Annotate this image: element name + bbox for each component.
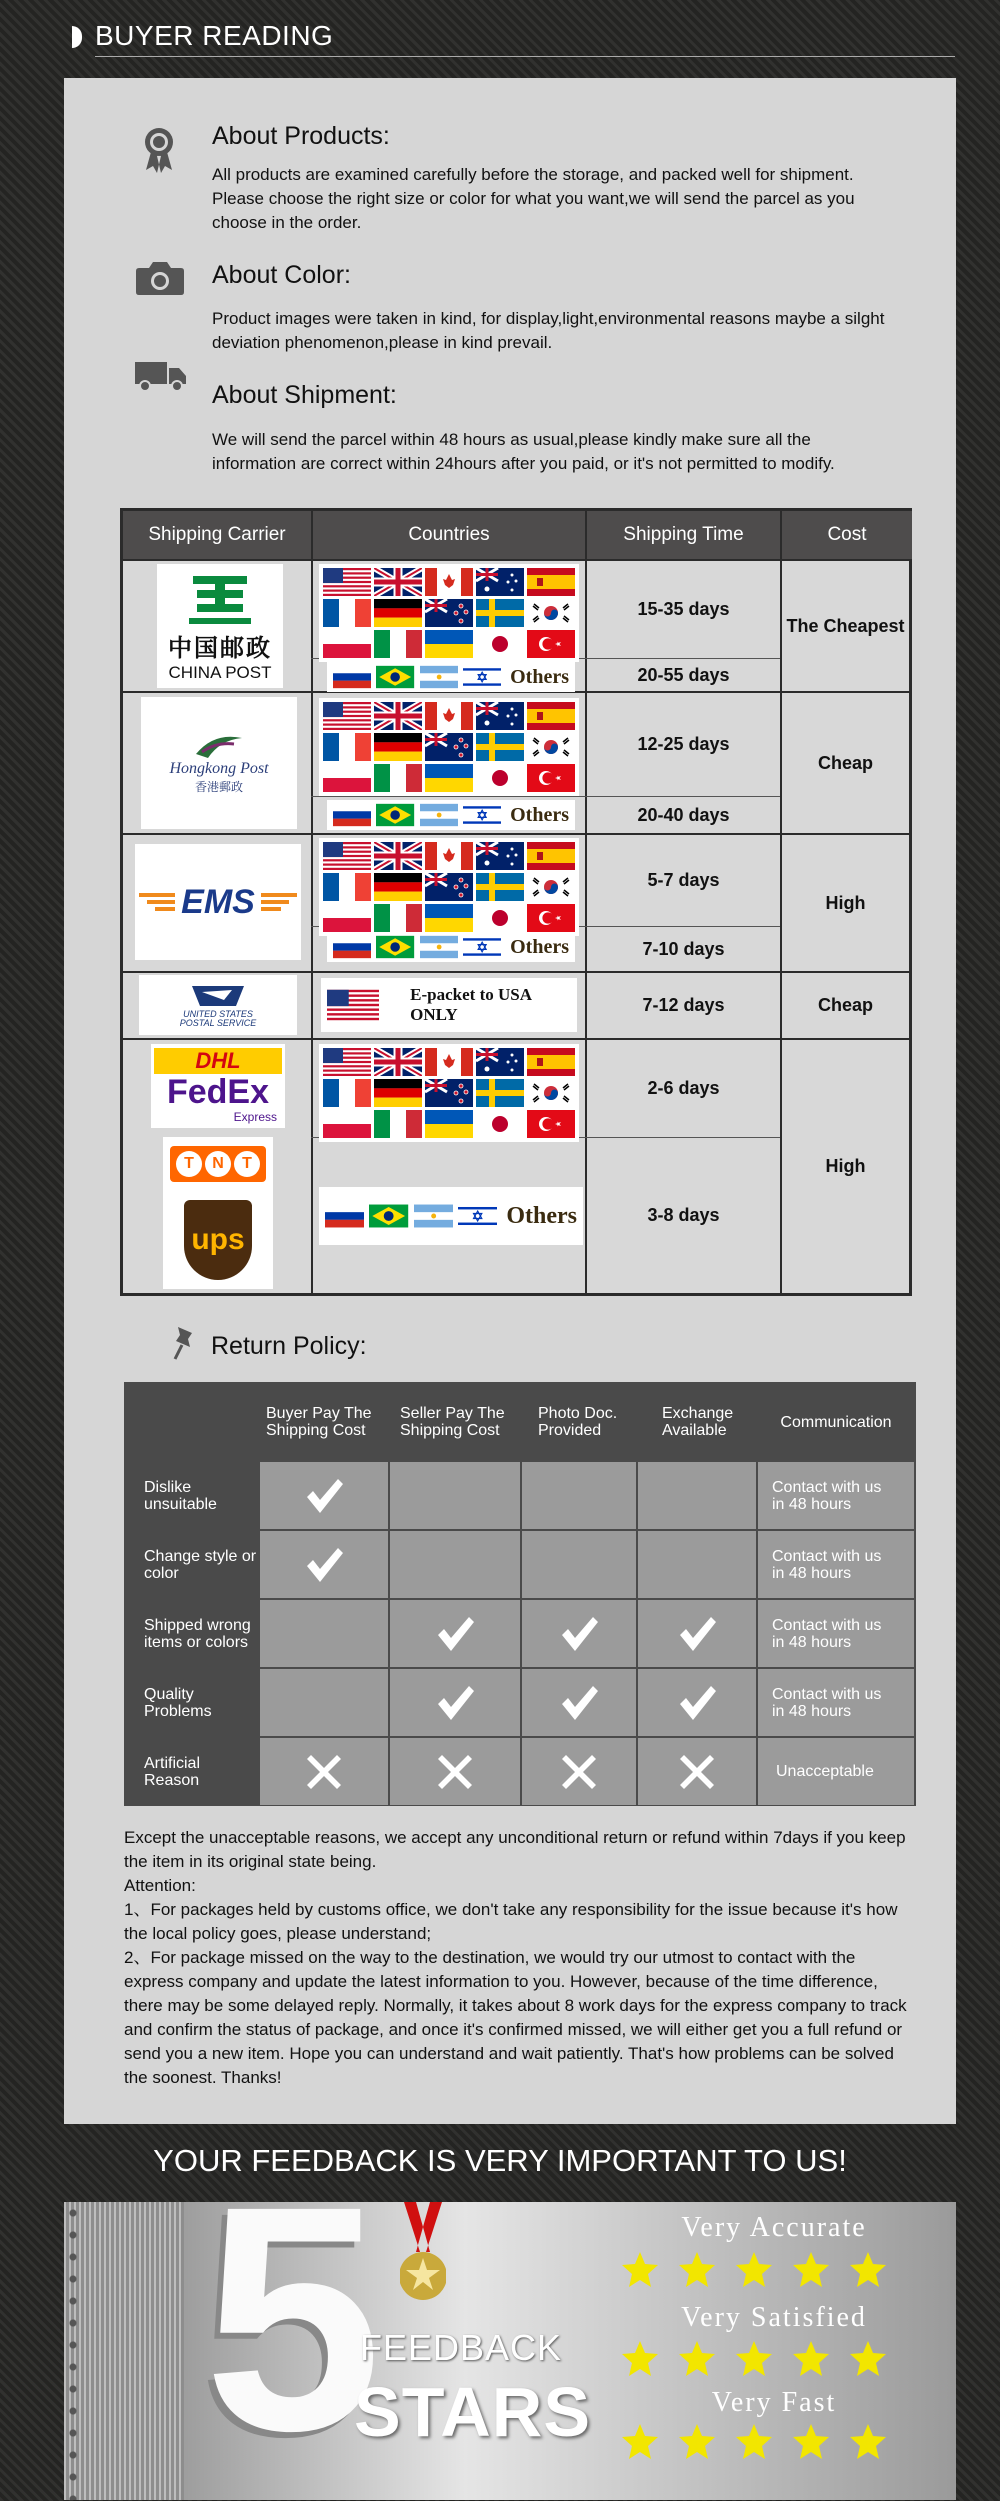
return-communication: Contact with us in 48 hours (758, 1462, 914, 1529)
flags-others-row2 (327, 800, 575, 830)
notes-paragraph-1: Except the unacceptable reasons, we accept any unconditional return or refund within 7days if you keep the item in its original state being. (124, 1828, 906, 1871)
star-icon (791, 2250, 831, 2290)
about-products-text: All products are examined carefully before the storage, and packed well for shipment. Please choose the right size or color for what you want,we will send the parcel as you choose in the order. (212, 165, 855, 232)
flag-il (463, 665, 501, 689)
flag-pl (323, 630, 371, 658)
flag-it (374, 904, 422, 932)
flag-jp (476, 630, 524, 658)
feedback-title: YOUR FEEDBACK IS VERY IMPORTANT TO US! (153, 2143, 847, 2178)
flag-se (476, 1079, 524, 1107)
flag-it (374, 630, 422, 658)
header-divider (95, 56, 955, 57)
flag-ru (333, 803, 371, 827)
flag-de (374, 733, 422, 761)
flag-ca (425, 1048, 473, 1076)
delivery-truck-icon (134, 360, 188, 392)
cross-icon (303, 1751, 345, 1793)
star-icon (734, 2250, 774, 2290)
hongkong-post-logo (141, 697, 297, 829)
return-col-exchange: Exchange Available (662, 1405, 734, 1439)
return-communication: Unacceptable (758, 1738, 914, 1805)
others-label: Others (510, 665, 570, 688)
flag-au (476, 702, 524, 730)
flag-pl (323, 1110, 371, 1138)
flag-es (527, 702, 575, 730)
return-cell (390, 1669, 520, 1736)
flag-tr (527, 904, 575, 932)
return-cell (522, 1462, 636, 1529)
return-col-buyer-pay: Buyer Pay The Shipping Cost (266, 1405, 372, 1439)
rating-label-1: Very Accurate (681, 2212, 867, 2243)
flag-br (376, 665, 414, 689)
cost-row2: Cheap (817, 752, 873, 773)
time-main-row1: 15-35 days (637, 599, 730, 619)
fedex-sub: Express (233, 1110, 277, 1124)
others-label: Others (510, 935, 570, 958)
ems-text: EMS (181, 882, 255, 921)
dhl-text: DHL (154, 1048, 282, 1074)
flag-ua (425, 1110, 473, 1138)
about-shipment-text: We will send the parcel within 48 hours as usual,please kindly make sure all the information are correct within 24hours after you paid, or it's not permitted to modify. (212, 430, 835, 473)
flag-de (374, 599, 422, 627)
cost-row5: High (825, 1156, 866, 1176)
award-ribbon-icon (142, 126, 176, 174)
flag-us (323, 568, 371, 596)
time-main-row2: 12-25 days (637, 734, 730, 754)
flags-main-row3 (319, 838, 579, 936)
star-icon (791, 2422, 831, 2462)
return-notes (124, 1826, 914, 2090)
flag-nz (425, 599, 473, 627)
flag-es (527, 842, 575, 870)
time-main-row6: 3-8 days (647, 1205, 720, 1225)
flag-ru (333, 935, 371, 959)
return-cell (522, 1738, 636, 1805)
return-col-photo: Photo Doc. Provided (538, 1405, 618, 1439)
flag-ru (325, 1204, 364, 1228)
return-header-blank (126, 1384, 258, 1460)
flags-main-row5 (319, 1044, 579, 1142)
flag-it (374, 764, 422, 792)
notes-paragraph-3: 2、For package missed on the way to the destination, we would try our utmost to contact with the express company and update the latest information to you. However, because of the time difference, there may be some delayed reply. Normally, it takes about 8 work days for the express company to track and confirm the status of package, and once it's confirmed missed, we will either get you a full refund or send you a new item. Hope you can understand and wait patiently. That's how problems can be solved the soonest. Thanks! (124, 1948, 907, 2087)
flags-others-row3 (327, 932, 575, 962)
col-header-cost: Cost (782, 511, 912, 559)
flag-jp (476, 904, 524, 932)
usa-only-label: E-packet to USA ONLY (410, 985, 532, 1024)
flag-fr (323, 733, 371, 761)
checkmark-icon (676, 1613, 718, 1655)
flags-main-row1 (319, 564, 579, 662)
flag-kr (527, 733, 575, 761)
camera-icon (135, 260, 185, 296)
star-icon (791, 2339, 831, 2379)
checkmark-icon (676, 1682, 718, 1724)
flag-us (323, 702, 371, 730)
checkmark-icon (303, 1544, 345, 1586)
flag-br (376, 935, 414, 959)
flag-au (476, 1048, 524, 1076)
return-row-label: Shipped wrong items or colors (126, 1600, 258, 1667)
notes-attention: Attention: (124, 1876, 196, 1895)
star-icon (848, 2339, 888, 2379)
flag-fr (323, 1079, 371, 1107)
usps-text: UNITED STATES POSTAL SERVICE (179, 1009, 257, 1028)
return-cell (390, 1600, 520, 1667)
banner-holes (68, 2202, 78, 2500)
flag-jp (476, 764, 524, 792)
flag-nz (425, 873, 473, 901)
others-label: Others (510, 803, 570, 826)
return-row-label: Change style or color (126, 1531, 258, 1598)
return-cell (638, 1531, 756, 1598)
return-cell (522, 1531, 636, 1598)
star-icon (677, 2422, 717, 2462)
flag-se (476, 733, 524, 761)
tnt-ups-logo (163, 1137, 273, 1289)
checkmark-icon (434, 1682, 476, 1724)
return-row-label: Dislike unsuitable (126, 1462, 258, 1529)
return-cell (260, 1531, 388, 1598)
return-cell (390, 1462, 520, 1529)
flag-ca (425, 568, 473, 596)
china-post-logo (157, 564, 283, 688)
return-col-communication: Communication (780, 1413, 892, 1431)
hongkong-post-en: Hongkong Post (169, 759, 269, 777)
tnt-badge: T N T (170, 1146, 266, 1182)
flag-ca (425, 842, 473, 870)
star-icon (734, 2422, 774, 2462)
cost-row1: The Cheapest (786, 615, 905, 636)
star-icon (677, 2339, 717, 2379)
flag-br (376, 803, 414, 827)
flag-ar (414, 1204, 453, 1228)
checkmark-icon (558, 1682, 600, 1724)
return-cell (260, 1600, 388, 1667)
time-main-row4: 7-12 days (642, 995, 725, 1015)
feedback-line2: STARS (354, 2373, 592, 2451)
return-col-seller-pay: Seller Pay The Shipping Cost (400, 1405, 505, 1439)
time-other-row3: 7-10 days (642, 938, 725, 959)
star-icon (734, 2339, 774, 2379)
big-five: 5 (204, 2202, 382, 2497)
cross-icon (676, 1751, 718, 1793)
flag-es (527, 568, 575, 596)
flags-others-row5 (319, 1187, 583, 1245)
cross-icon (434, 1751, 476, 1793)
flag-de (374, 1079, 422, 1107)
flag-il (463, 803, 501, 827)
flag-ua (425, 764, 473, 792)
flag-se (476, 873, 524, 901)
usa-only-cell (321, 978, 577, 1032)
return-cell (638, 1462, 756, 1529)
flag-ua (425, 630, 473, 658)
flag-kr (527, 599, 575, 627)
return-cell (260, 1462, 388, 1529)
feedback-banner (64, 2202, 956, 2500)
return-row-label: Quality Problems (126, 1669, 258, 1736)
flag-us (323, 1048, 371, 1076)
flag-pl (323, 764, 371, 792)
china-post-en: CHINA POST (168, 662, 272, 682)
shipping-table (120, 508, 912, 1296)
flags-others-row1 (327, 662, 575, 692)
flag-ar (420, 803, 458, 827)
flags-main-row2 (319, 698, 579, 796)
flag-jp (476, 1110, 524, 1138)
flag-il (458, 1204, 497, 1228)
return-cell (390, 1531, 520, 1598)
flag-tr (527, 1110, 575, 1138)
about-color-text: Product images were taken in kind, for display,light,environmental reasons maybe a silght deviation phenomenon,please in kind prevail. (212, 309, 885, 352)
flag-uk (374, 1048, 422, 1076)
notes-paragraph-2: 1、For packages held by customs office, we don't take any responsibility for the issue because it's how the local policy goes, please understand; (124, 1900, 898, 1943)
checkmark-icon (434, 1613, 476, 1655)
usps-logo (139, 975, 297, 1035)
flag-ca (425, 702, 473, 730)
time-other-row1: 20-55 days (637, 664, 730, 685)
cost-row3: High (825, 892, 866, 913)
flag-uk (374, 702, 422, 730)
page-title: BUYER READING (95, 20, 334, 51)
star-icon (620, 2339, 660, 2379)
return-cell (522, 1669, 636, 1736)
return-cell (260, 1738, 388, 1805)
banner-stripes (64, 2202, 184, 2500)
flag-au (476, 568, 524, 596)
china-post-cn: 中国邮政 (168, 634, 272, 662)
flag-es (527, 1048, 575, 1076)
return-communication: Contact with us in 48 hours (758, 1669, 914, 1736)
flag-ru (333, 665, 371, 689)
flag-uk (374, 842, 422, 870)
return-cell (390, 1738, 520, 1805)
header-marker-icon (72, 26, 82, 48)
about-color-title: About Color: (212, 261, 351, 289)
return-cell (638, 1738, 756, 1805)
col-header-time: Shipping Time (587, 511, 780, 559)
flag-tr (527, 764, 575, 792)
return-row-label: Artificial Reason (126, 1738, 258, 1805)
return-cell (638, 1600, 756, 1667)
flag-nz (425, 1079, 473, 1107)
checkmark-icon (303, 1475, 345, 1517)
others-label: Others (506, 1202, 577, 1229)
flag-pl (323, 904, 371, 932)
col-header-countries: Countries (313, 511, 585, 559)
flag-kr (527, 873, 575, 901)
flag-it (374, 1110, 422, 1138)
return-cell (638, 1669, 756, 1736)
return-cell (260, 1669, 388, 1736)
return-communication: Contact with us in 48 hours (758, 1600, 914, 1667)
time-main-row5: 2-6 days (647, 1078, 720, 1098)
flag-de (374, 873, 422, 901)
pushpin-icon (170, 1325, 198, 1361)
star-icon (848, 2422, 888, 2462)
hongkong-post-cn: 香港郵政 (194, 779, 243, 794)
flag-au (476, 842, 524, 870)
flag-ar (420, 665, 458, 689)
return-policy-title: Return Policy: (211, 1332, 367, 1360)
ems-logo (135, 844, 301, 960)
flag-fr (323, 599, 371, 627)
checkmark-icon (558, 1613, 600, 1655)
flag-kr (527, 1079, 575, 1107)
medal-icon (400, 2202, 446, 2312)
return-policy-table (124, 1382, 916, 1806)
star-icon (620, 2422, 660, 2462)
feedback-line1: FEEDBACK (360, 2327, 563, 2368)
time-main-row3: 5-7 days (647, 870, 720, 890)
cost-row4: Cheap (817, 995, 873, 1015)
about-products-title: About Products: (212, 122, 390, 150)
flag-ua (425, 904, 473, 932)
ups-shield: ups (184, 1200, 252, 1280)
flag-ar (420, 935, 458, 959)
return-cell (522, 1600, 636, 1667)
star-icon (620, 2250, 660, 2290)
return-communication: Contact with us in 48 hours (758, 1531, 914, 1598)
flag-us (327, 989, 379, 1021)
flag-fr (323, 873, 371, 901)
flag-uk (374, 568, 422, 596)
star-icon (677, 2250, 717, 2290)
dhl-fedex-logo (151, 1044, 285, 1128)
rating-label-2: Very Satisfied (681, 2302, 867, 2333)
flag-il (463, 935, 501, 959)
time-other-row2: 20-40 days (637, 804, 730, 825)
flag-nz (425, 733, 473, 761)
flag-us (323, 842, 371, 870)
rating-label-3: Very Fast (711, 2387, 837, 2418)
star-icon (848, 2250, 888, 2290)
about-shipment-title: About Shipment: (212, 381, 397, 409)
flag-tr (527, 630, 575, 658)
flag-br (369, 1204, 408, 1228)
flag-se (476, 599, 524, 627)
cross-icon (558, 1751, 600, 1793)
col-header-carrier: Shipping Carrier (123, 511, 311, 559)
fedex-text: FedEx (166, 1073, 270, 1111)
